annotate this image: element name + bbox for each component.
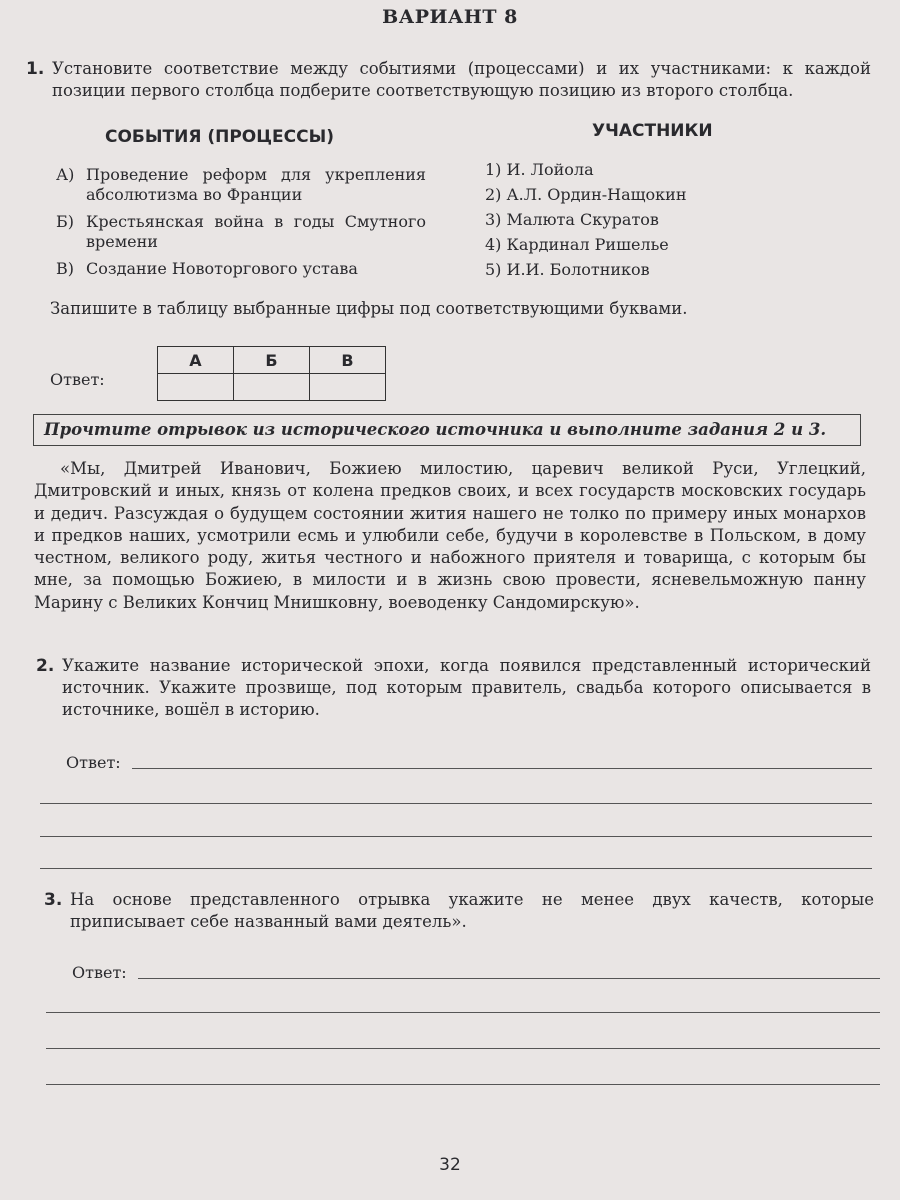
answer-line[interactable] (40, 868, 872, 869)
answer-line[interactable] (132, 768, 872, 769)
answer-line[interactable] (46, 1084, 880, 1085)
event-letter: Б) (56, 212, 74, 231)
events-heading: СОБЫТИЯ (ПРОЦЕССЫ) (105, 127, 334, 147)
event-a (56, 165, 426, 205)
event-text: Крестьянская война в годы Смутного времени (86, 212, 426, 251)
task-1 (26, 58, 871, 102)
event-text: Проведение реформ для укрепления абсолютизма во Франции (86, 165, 426, 204)
page-number: 32 (439, 1155, 461, 1175)
source-instruction-box: Прочтите отрывок из исторического источника и выполните задания 2 и 3. (33, 414, 861, 446)
event-letter: А) (56, 165, 75, 184)
participant-3: 3) Малюта Скуратов (485, 210, 659, 229)
answer-line[interactable] (46, 1048, 880, 1049)
task-2-number: 2. (36, 656, 55, 676)
participant-1: 1) И. Лойола (485, 160, 594, 179)
answer-header-v: В (310, 347, 386, 374)
task-3-answer-label: Ответ: (72, 963, 127, 982)
event-b (56, 212, 426, 252)
answer-line[interactable] (138, 978, 880, 979)
variant-title: ВАРИАНТ 8 (382, 6, 518, 28)
answer-table (157, 346, 386, 401)
event-letter: В) (56, 259, 74, 278)
answer-cell-b[interactable] (234, 374, 310, 401)
answer-line[interactable] (46, 1012, 880, 1013)
answer-line[interactable] (40, 803, 872, 804)
task-1-text: Установите соответствие между событиями (процессами) и их участниками: к каждой позиции первого столбца подберите соответствующую позицию из второго столбца. (52, 59, 871, 100)
answer-header-a: А (158, 347, 234, 374)
event-c (56, 259, 426, 279)
task-1-number: 1. (26, 59, 45, 79)
answer-cell-a[interactable] (158, 374, 234, 401)
task-3-number: 3. (44, 890, 63, 910)
participants-heading: УЧАСТНИКИ (592, 121, 713, 141)
task-2 (36, 655, 871, 721)
answer-cell-v[interactable] (310, 374, 386, 401)
task-1-instruction: Запишите в таблицу выбранные цифры под соответствующими буквами. (50, 299, 688, 318)
participant-4: 4) Кардинал Ришелье (485, 235, 669, 254)
answer-line[interactable] (40, 836, 872, 837)
answer-header-b: Б (234, 347, 310, 374)
participant-2: 2) А.Л. Ордин-Нащокин (485, 185, 687, 204)
participant-5: 5) И.И. Болотников (485, 260, 650, 279)
task-3 (44, 889, 874, 933)
event-text: Создание Новоторгового устава (86, 259, 358, 278)
task-1-answer-label: Ответ: (50, 370, 105, 389)
task-2-text: Укажите название исторической эпохи, когда появился представленный исторический источник. Укажите прозвище, под которым правитель, свадьба которого описывается в источнике, вошёл в историю. (62, 656, 871, 719)
historical-excerpt: «Мы, Дмитрей Иванович, Божиею милостию, царевич великой Руси, Углецкий, Дмитровский и иных, князь от колена предков своих, и всех государств московских государь и дедич. Разсуждая о будущем состоянии жития нашего не толко по примеру иных монархов и предков наших, усмотрили есмь и улюбили себе, будучи в королевстве в Польском, в дому честном, великого роду, житья честного и набожного приятеля и товарища, с которым бы мне, за помощью Божиею, в милости и в жизнь свою провести, ясневельможную панну Марину с Великих Кончиц Мнишковну, воеводенку Сандомирскую». (34, 459, 866, 612)
task-2-answer-label: Ответ: (66, 753, 121, 772)
task-3-text: На основе представленного отрывка укажите не менее двух качеств, которые приписывает себе названный вами деятель». (70, 890, 874, 931)
